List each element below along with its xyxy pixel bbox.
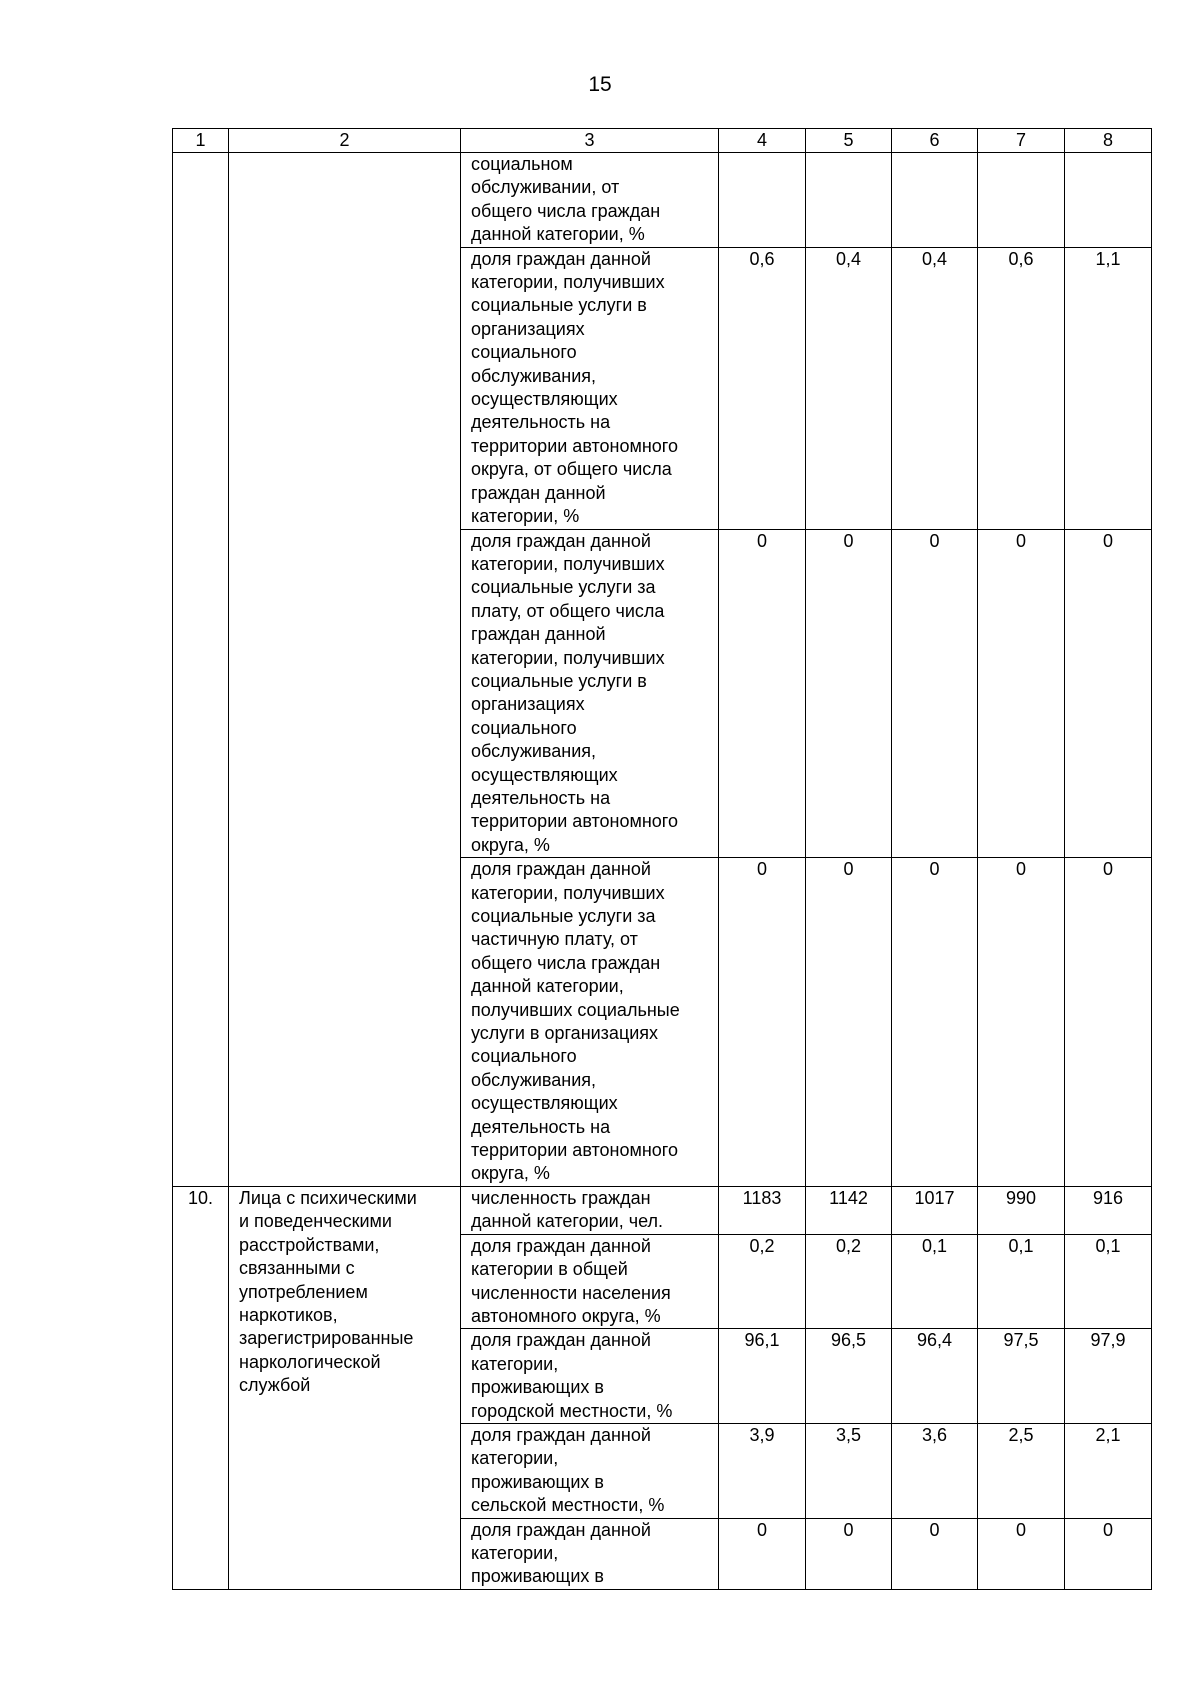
value-cell <box>719 153 806 248</box>
value-cell: 1142 <box>806 1186 892 1234</box>
value-cell: 0 <box>892 858 978 1187</box>
indicator-cell: доля граждан данной категории, получивших социальные услуги за частичную плату, от общего числа граждан данной категории, получивших социальные услуги в организациях социального обслуживания, осуществляющих деятельность на территории автономного округа, % <box>461 858 719 1187</box>
value-cell: 0,2 <box>806 1234 892 1329</box>
category-name-cell <box>229 153 461 1187</box>
indicator-cell: доля граждан данной категории в общей численности населения автономного округа, % <box>461 1234 719 1329</box>
value-cell: 0,1 <box>978 1234 1065 1329</box>
value-cell: 3,9 <box>719 1423 806 1518</box>
value-cell: 0 <box>892 1518 978 1589</box>
column-number: 7 <box>978 129 1065 153</box>
value-cell: 0,4 <box>806 247 892 529</box>
row-number-cell: 10. <box>173 1186 229 1589</box>
value-cell: 0 <box>1065 1518 1152 1589</box>
value-cell: 0 <box>806 1518 892 1589</box>
value-cell: 0 <box>978 1518 1065 1589</box>
value-cell: 0 <box>892 529 978 858</box>
value-cell: 0,6 <box>719 247 806 529</box>
category-name-cell: Лица с психическими и поведенческими расстройствами, связанными с употреблением наркотиков, зарегистрированные наркологической службой <box>229 1186 461 1589</box>
value-cell: 96,5 <box>806 1329 892 1424</box>
value-cell: 0 <box>806 858 892 1187</box>
column-number: 1 <box>173 129 229 153</box>
column-number: 3 <box>461 129 719 153</box>
value-cell: 0 <box>806 529 892 858</box>
value-cell: 0,4 <box>892 247 978 529</box>
value-cell <box>806 153 892 248</box>
value-cell: 990 <box>978 1186 1065 1234</box>
value-cell: 0 <box>719 858 806 1187</box>
value-cell: 1017 <box>892 1186 978 1234</box>
indicator-cell: численность граждан данной категории, чел. <box>461 1186 719 1234</box>
value-cell: 1,1 <box>1065 247 1152 529</box>
value-cell: 3,5 <box>806 1423 892 1518</box>
column-number: 2 <box>229 129 461 153</box>
statistics-table <box>172 128 1152 1590</box>
table-row <box>173 153 1152 248</box>
value-cell: 97,5 <box>978 1329 1065 1424</box>
column-number: 5 <box>806 129 892 153</box>
row-number-cell <box>173 153 229 1187</box>
table-row <box>173 1186 1152 1234</box>
value-cell: 0,6 <box>978 247 1065 529</box>
value-cell: 0 <box>719 529 806 858</box>
value-cell: 2,1 <box>1065 1423 1152 1518</box>
indicator-cell: социальном обслуживании, от общего числа граждан данной категории, % <box>461 153 719 248</box>
value-cell: 0 <box>1065 529 1152 858</box>
value-cell: 97,9 <box>1065 1329 1152 1424</box>
value-cell: 0,1 <box>892 1234 978 1329</box>
value-cell: 2,5 <box>978 1423 1065 1518</box>
value-cell: 96,1 <box>719 1329 806 1424</box>
indicator-cell: доля граждан данной категории, проживающих в сельской местности, % <box>461 1423 719 1518</box>
table-body <box>173 129 1152 1590</box>
column-number: 4 <box>719 129 806 153</box>
value-cell: 0,1 <box>1065 1234 1152 1329</box>
column-number: 8 <box>1065 129 1152 153</box>
indicator-cell: доля граждан данной категории, проживающих в <box>461 1518 719 1589</box>
value-cell: 0 <box>1065 858 1152 1187</box>
page-number: 15 <box>588 73 612 96</box>
value-cell: 916 <box>1065 1186 1152 1234</box>
value-cell: 96,4 <box>892 1329 978 1424</box>
value-cell: 1183 <box>719 1186 806 1234</box>
value-cell: 3,6 <box>892 1423 978 1518</box>
value-cell <box>892 153 978 248</box>
column-number: 6 <box>892 129 978 153</box>
indicator-cell: доля граждан данной категории, проживающих в городской местности, % <box>461 1329 719 1424</box>
value-cell: 0 <box>719 1518 806 1589</box>
column-number-row <box>173 129 1152 153</box>
indicator-cell: доля граждан данной категории, получивших социальные услуги за плату, от общего числа граждан данной категории, получивших социальные услуги в организациях социального обслуживания, осуществляющих деятельность на территории автономного округа, % <box>461 529 719 858</box>
value-cell <box>978 153 1065 248</box>
value-cell: 0 <box>978 529 1065 858</box>
value-cell: 0,2 <box>719 1234 806 1329</box>
value-cell: 0 <box>978 858 1065 1187</box>
value-cell <box>1065 153 1152 248</box>
indicator-cell: доля граждан данной категории, получивших социальные услуги в организациях социального обслуживания, осуществляющих деятельность на территории автономного округа, от общего числа граждан данной категории, % <box>461 247 719 529</box>
